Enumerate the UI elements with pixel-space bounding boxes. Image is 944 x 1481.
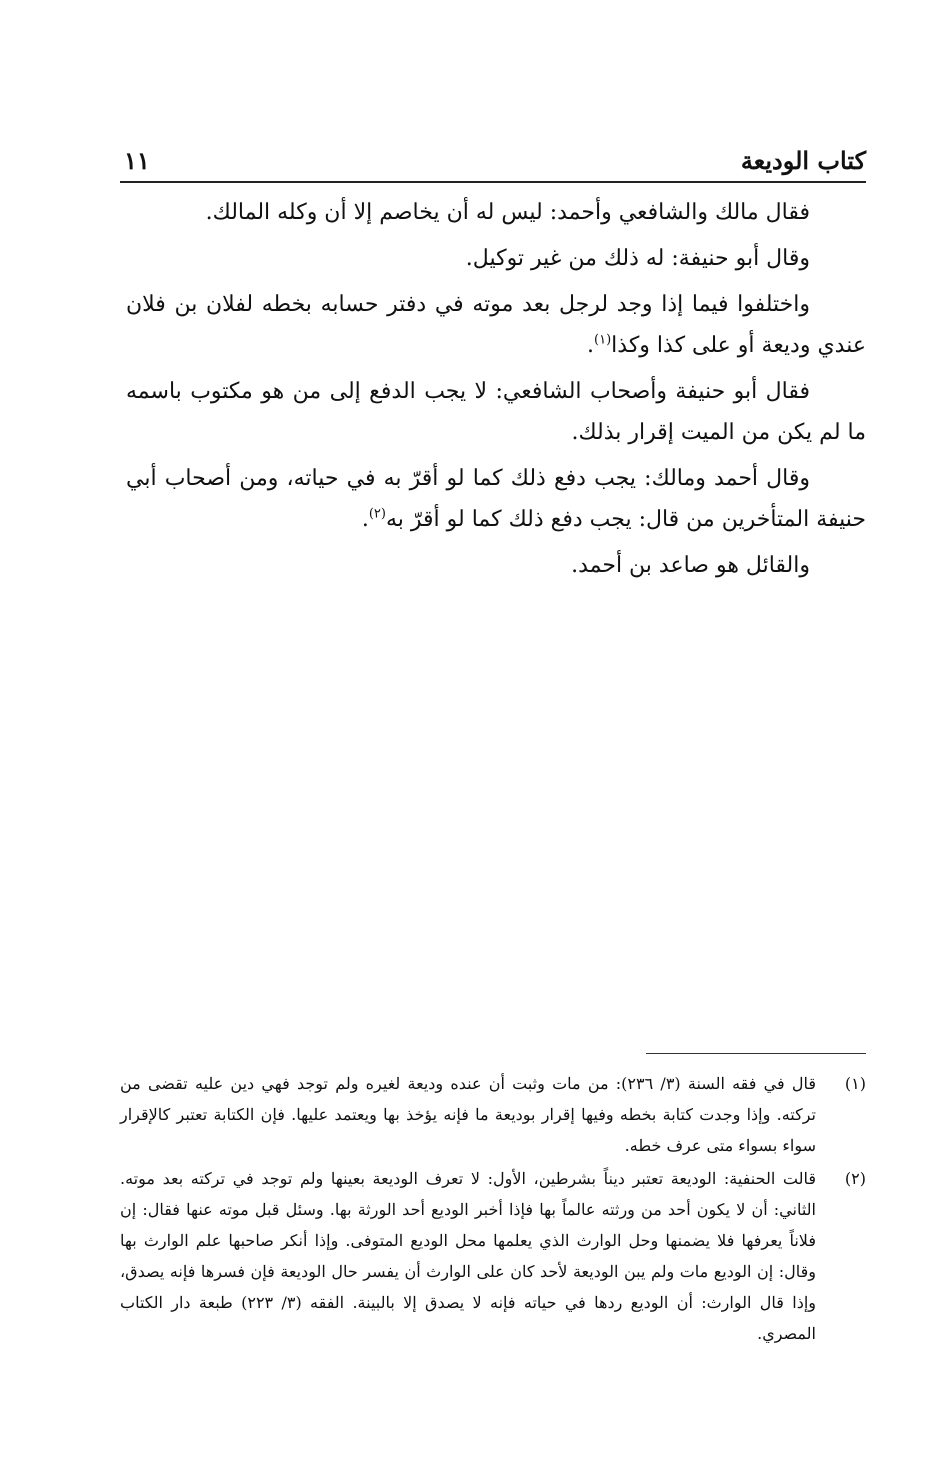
paragraph [126,192,866,233]
footnote-separator [646,1053,866,1054]
chapter-title: كتاب الوديعة [740,146,866,175]
paragraph-end: . [361,507,369,532]
paragraph [126,371,866,453]
paragraph-text: وقال أحمد ومالك: يجب دفع ذلك كما لو أقرّ به في حياته، ومن أصحاب أبي حنيفة المتأخرين من قال: يجب دفع ذلك كما لو أقرّ به [126,466,866,532]
main-text [126,192,866,591]
footnote-number: (١) [844,1074,866,1093]
paragraph-end: . [587,333,595,358]
paragraph [126,238,866,279]
running-header [120,142,866,180]
page-number: ١١ [124,146,150,175]
paragraph-text: فقال أبو حنيفة وأصحاب الشافعي: لا يجب الدفع إلى من هو مكتوب باسمه ما لم يكن من الميت إقرار بذلك. [126,379,866,445]
footnotes [120,1068,866,1351]
paragraph-text: فقال مالك والشافعي وأحمد: ليس له أن يخاصم إلا أن وكله المالك. [205,200,810,225]
footnote-ref: (٢) [368,506,386,522]
footnote [120,1068,866,1161]
footnote [120,1163,866,1349]
paragraph [126,284,866,366]
header-rule [120,181,866,183]
footnote-number: (٢) [844,1169,866,1188]
paragraph [126,545,866,586]
paragraph-text: والقائل هو صاعد بن أحمد. [571,553,810,578]
paragraph-text: واختلفوا فيما إذا وجد لرجل بعد موته في دفتر حسابه بخطه لفلان بن فلان عندي وديعة أو على كذا وكذا [126,292,866,358]
footnote-text: قال في فقه السنة (٣/ ٢٣٦): من مات وثبت أن عنده وديعة لغيره ولم توجد فهي دين عليه تقضى من تركته. وإذا وجدت كتابة بخطه وفيها إقرار بوديعة ما فإنه يؤخذ بها ويعتمد عليها. فإن الكتابة تعتبر كالإقرار سواء بسواء متى عرف خطه. [120,1074,817,1155]
paragraph-text: وقال أبو حنيفة: له ذلك من غير توكيل. [465,246,810,271]
footnote-text: قالت الحنفية: الوديعة تعتبر ديناً بشرطين، الأول: لا تعرف الوديعة بعينها ولم توجد في تركته بعد موته. الثاني: أن لا يكون أحد من ورثته عالماً بها فإذا أخبر الوديع أحد الورثة بها. وسئل قبل موته عنها فقال: إن فلاناً يعرفها فلا يضمنها وحل الوارث الذي يعلمها محل الوديع المتوفى. وإذا أنكر صاحبها علم الوارث بها وقال: إن الوديع مات ولم يبن الوديعة لأحد كان على الوارث أن يفسر حال الوديعة فإن فسرها فإنه يصدق، وإذا قال الوارث: أن الوديع ردها في حياته فإنه لا يصدق إلا بالبينة. الفقه (٣/ ٢٢٣) طبعة دار الكتاب المصري. [120,1169,817,1343]
footnote-ref: (١) [594,332,612,348]
paragraph [126,458,866,540]
